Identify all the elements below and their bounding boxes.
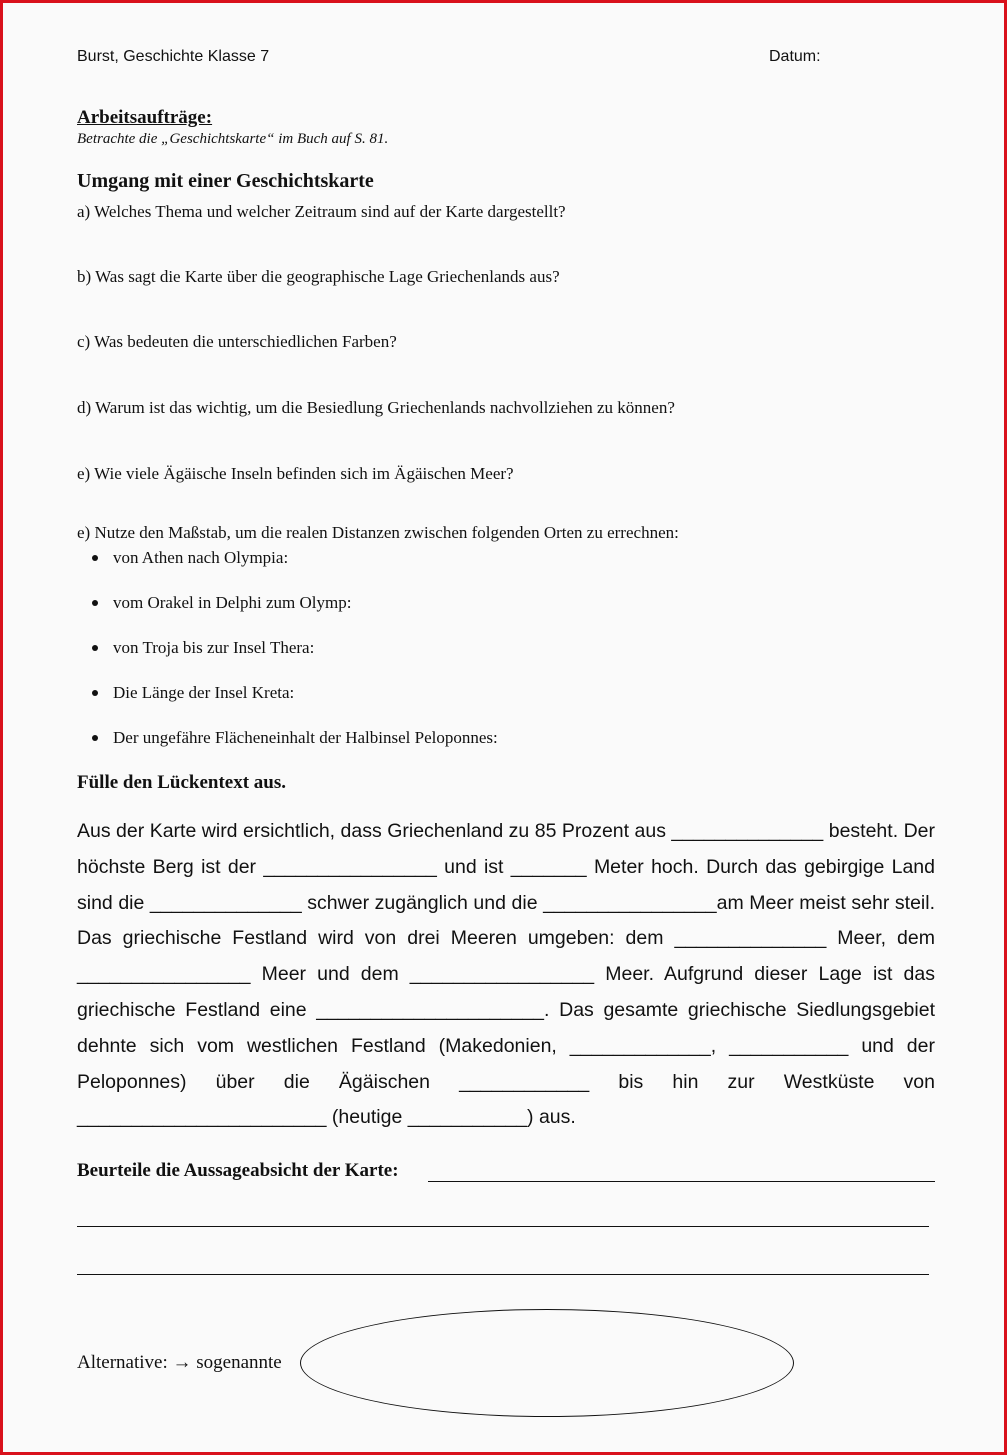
header-date-label: Datum: <box>769 48 821 65</box>
answer-line <box>77 1274 929 1275</box>
answer-line <box>77 1226 929 1227</box>
header-course: Burst, Geschichte Klasse 7 <box>77 48 270 65</box>
distance-list <box>77 547 498 772</box>
question-e-scale: e) Nutze den Maßstab, um die realen Distanzen zwischen folgenden Orten zu errechnen: <box>77 523 679 542</box>
list-item: von Athen nach Olympia: <box>77 547 498 592</box>
list-item: von Troja bis zur Insel Thera: <box>77 637 498 682</box>
question-d: d) Warum ist das wichtig, um die Besiedlung Griechenlands nachvollziehen zu können? <box>77 398 675 417</box>
gap-text-paragraph: Aus der Karte wird ersichtlich, dass Griechenland zu 85 Prozent aus ______________ besteht. Der höchste Berg ist der ________________ und ist _______ Meter hoch. Durch das gebirgige Land sind die ______________ schwer zugänglich und die ________________am Meer meist sehr steil. Das griechische Festland wird von drei Meeren umgeben: dem ______________ Meer, dem ________________ Meer und dem _________________ Meer. Aufgrund dieser Lage ist das griechische Festland eine _____________________. Das gesamte griechische Siedlungsgebiet dehnte sich vom westlichen Festland (Makedonien, _____________, ___________ und der Peloponnes) über die Ägäischen ____________ bis hin zur Westküste von _______________________ (heutige ___________) aus. <box>77 820 935 1129</box>
map-section-heading: Umgang mit einer Geschichtskarte <box>77 170 374 192</box>
question-c: c) Was bedeuten die unterschiedlichen Farben? <box>77 332 397 351</box>
alternative-label: Alternative: → sogenannte <box>77 1352 282 1373</box>
answer-ellipse <box>300 1309 794 1417</box>
tasks-instruction: Betrachte die „Geschichtskarte“ im Buch auf S. 81. <box>77 131 389 147</box>
question-a: a) Welches Thema und welcher Zeitraum sind auf der Karte dargestellt? <box>77 202 566 221</box>
answer-line <box>428 1181 935 1182</box>
question-e-islands: e) Wie viele Ägäische Inseln befinden sich im Ägäischen Meer? <box>77 464 514 483</box>
tasks-heading: Arbeitsaufträge: <box>77 107 213 128</box>
list-item: Der ungefähre Flächeneinhalt der Halbinsel Peloponnes: <box>77 727 498 772</box>
assessment-label: Beurteile die Aussageabsicht der Karte: <box>77 1160 399 1181</box>
gap-section-heading: Fülle den Lückentext aus. <box>77 772 287 793</box>
question-b: b) Was sagt die Karte über die geographische Lage Griechenlands aus? <box>77 267 560 286</box>
list-item: Die Länge der Insel Kreta: <box>77 682 498 727</box>
list-item: vom Orakel in Delphi zum Olymp: <box>77 592 498 637</box>
